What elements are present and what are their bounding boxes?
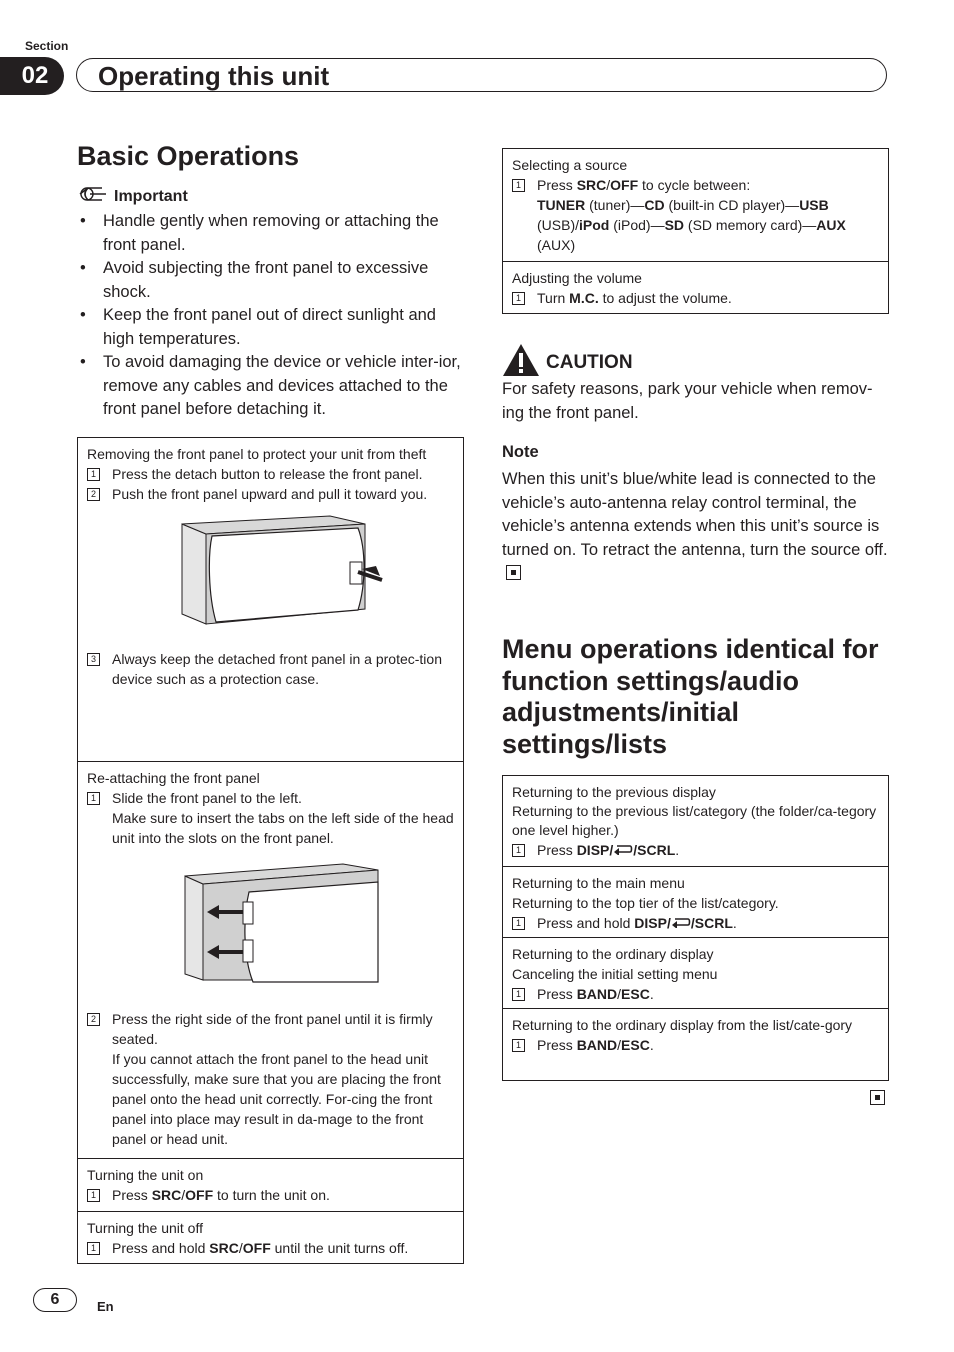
ordinary-from-list-step: 1 Press BAND/ESC. xyxy=(512,1035,879,1055)
important-hand-icon xyxy=(78,185,108,208)
ordinary-display-sub: Canceling the initial setting menu xyxy=(512,966,718,982)
select-source-cell xyxy=(503,149,888,262)
volume-heading: Adjusting the volume xyxy=(512,270,642,286)
page-number: 6 xyxy=(33,1288,77,1312)
end-of-section-icon xyxy=(870,1090,885,1108)
volume-step: 1 Turn M.C. to adjust the volume. xyxy=(512,288,879,308)
menu-operations-table xyxy=(502,775,889,1081)
caution-text-label: CAUTION xyxy=(546,352,633,373)
remove-step-3: 3 Always keep the detached front panel in a protec-tion device such as a protection case. xyxy=(87,649,454,689)
main-menu-sub: Returning to the top tier of the list/category. xyxy=(512,895,779,911)
remove-panel-illustration xyxy=(180,514,390,629)
remove-step-2: 2 Push the front panel upward and pull it toward you. xyxy=(87,484,454,504)
reattach-step-1-note: Make sure to insert the tabs on the left side of the head unit into the slots on the front panel. xyxy=(112,810,454,846)
end-of-section-icon xyxy=(506,565,521,580)
bullet-item: • Avoid subjecting the front panel to excessive shock. xyxy=(78,257,468,304)
previous-display-heading: Returning to the previous display xyxy=(512,784,716,800)
bullet-item: • Keep the front panel out of direct sunlight and high temperatures. xyxy=(78,304,468,351)
main-menu-cell xyxy=(503,867,888,938)
reattach-panel-illustration xyxy=(183,862,383,984)
previous-display-cell xyxy=(503,776,888,867)
remove-panel-heading: Removing the front panel to protect your unit from theft xyxy=(87,446,427,462)
turn-on-cell xyxy=(78,1159,463,1212)
turn-off-cell xyxy=(78,1212,463,1264)
bullet-item: • Handle gently when removing or attaching the front panel. xyxy=(78,210,468,257)
turn-on-heading: Turning the unit on xyxy=(87,1167,204,1183)
bullet-item: • To avoid damaging the device or vehicle inter-ior, remove any cables and devices attached to the front panel before detaching it. xyxy=(78,351,468,422)
source-volume-table xyxy=(502,148,889,314)
select-source-step: 1 Press SRC/OFF to cycle between: TUNER (tuner)—CD (built-in CD player)—USB (USB)/iPod (iPod)—SD (SD memory card)—AUX (AUX) xyxy=(512,175,879,255)
back-arrow-icon xyxy=(671,915,691,931)
section-label: Section xyxy=(25,39,69,53)
reattach-panel-heading: Re-attaching the front panel xyxy=(87,770,260,786)
reattach-step-2-note: If you cannot attach the front panel to the head unit successfully, make sure that you are placing the front panel onto the head unit correctly. For-cing the front panel into place may result in da-mage to the front panel or head unit. xyxy=(112,1051,441,1147)
reattach-step-2: 2 Press the right side of the front panel until it is firmly seated. xyxy=(87,1009,454,1049)
main-menu-step: 1 Press and hold DISP/ /SCRL. xyxy=(512,913,879,933)
turn-off-heading: Turning the unit off xyxy=(87,1220,203,1236)
section-title: Operating this unit xyxy=(98,61,330,91)
back-arrow-icon xyxy=(613,842,633,858)
note-heading: Note xyxy=(502,443,539,461)
basic-operations-table xyxy=(77,437,464,1264)
turn-off-step: 1 Press and hold SRC/OFF until the unit turns off. xyxy=(87,1238,454,1258)
menu-operations-heading: Menu operations identical for function settings/audio adjustments/initial settings/lists xyxy=(502,634,879,759)
turn-on-step: 1 Press SRC/OFF to turn the unit on. xyxy=(87,1185,454,1205)
ordinary-from-list-heading: Returning to the ordinary display from the list/cate-gory xyxy=(512,1017,853,1033)
reattach-step-1: 1 Slide the front panel to the left. xyxy=(87,788,454,808)
caution-triangle-icon xyxy=(502,343,540,383)
basic-operations-heading: Basic Operations xyxy=(77,141,300,171)
important-label xyxy=(78,185,188,208)
important-text: Important xyxy=(114,187,188,205)
ordinary-display-heading: Returning to the ordinary display xyxy=(512,946,714,962)
ordinary-display-cell xyxy=(503,938,888,1009)
caution-text: For safety reasons, park your vehicle when remov-ing the front panel. xyxy=(502,380,873,422)
section-number: 02 xyxy=(0,57,64,95)
previous-display-step: 1 Press DISP/ /SCRL. xyxy=(512,840,879,860)
main-menu-heading: Returning to the main menu xyxy=(512,875,685,891)
ordinary-display-step: 1 Press BAND/ESC. xyxy=(512,984,879,1004)
caution-label xyxy=(502,343,633,383)
previous-display-sub: Returning to the previous list/category (the folder/ca-tegory one level higher.) xyxy=(512,803,877,838)
language-code: En xyxy=(97,1299,114,1314)
remove-panel-cell xyxy=(78,438,463,762)
ordinary-from-list-cell xyxy=(503,1009,888,1061)
select-source-heading: Selecting a source xyxy=(512,157,628,173)
important-bullets xyxy=(78,210,468,422)
volume-cell xyxy=(503,262,888,314)
remove-step-1: 1 Press the detach button to release the front panel. xyxy=(87,464,454,484)
note-text: When this unit’s blue/white lead is connected to the vehicle’s auto-antenna relay control terminal, the vehicle’s antenna extends when this unit’s source is turned on. To retract the antenna, turn the source off. xyxy=(502,468,892,586)
reattach-panel-cell xyxy=(78,762,463,1159)
